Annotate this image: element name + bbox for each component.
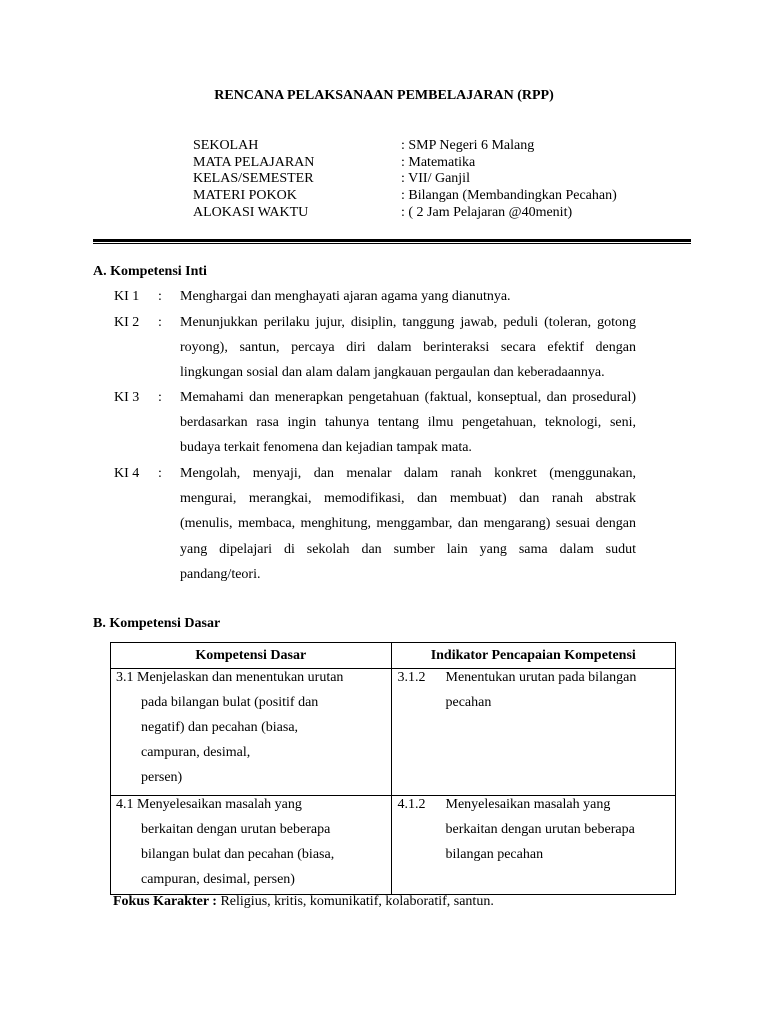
table-cell: [391, 796, 676, 895]
cell-text: berkaitan dengan urutan beberapa: [141, 822, 331, 837]
cell-text: pecahan: [445, 695, 492, 710]
ki-colon: :: [158, 289, 162, 304]
fokus-karakter-value: Religius, kritis, komunikatif, kolaboratif, santun.: [216, 894, 494, 909]
cell-text: negatif) dan pecahan (biasa,: [141, 720, 299, 735]
ki-line: budaya terkait fenomena dan kejadian tampak mata.: [180, 440, 472, 455]
cell-text: bilangan bulat dan pecahan (biasa,: [141, 847, 335, 862]
ki-colon: :: [158, 466, 162, 481]
ki-colon: :: [158, 315, 162, 330]
ki-code: KI 2: [114, 315, 140, 330]
kompetensi-dasar-table: [110, 642, 676, 895]
cell-text: campuran, desimal,: [141, 745, 251, 760]
meta-value-kelas-semester: : VII/ Ganjil: [401, 171, 470, 186]
cell-text: Menyelesaikan masalah yang: [445, 797, 611, 812]
document-title: RENCANA PELAKSANAAN PEMBELAJARAN (RPP): [214, 88, 554, 103]
meta-value-materi-pokok: : Bilangan (Membandingkan Pecahan): [401, 188, 617, 203]
section-b-heading: B. Kompetensi Dasar: [93, 616, 221, 631]
cell-text: bilangan pecahan: [445, 847, 544, 862]
ki-line: berdasarkan rasa ingin tahunya tentang ilmu pengetahuan, teknologi, seni,: [180, 415, 636, 430]
ki-line: mengurai, merangkai, memodifikasi, dan membuat) dan ranah abstrak: [180, 491, 636, 506]
ki-code: KI 4: [114, 466, 140, 481]
cell-text: campuran, desimal, persen): [141, 872, 295, 887]
ki-line: Menunjukkan perilaku jujur, disiplin, tanggung jawab, peduli (toleran, gotong: [180, 315, 636, 330]
ki-colon: :: [158, 390, 162, 405]
ki-line: yang dipelajari di sekolah dan sumber lain yang sama dalam sudut: [180, 542, 636, 557]
meta-label-mata-pelajaran: MATA PELAJARAN: [193, 155, 315, 170]
header-divider: [93, 239, 691, 242]
meta-label-kelas-semester: KELAS/SEMESTER: [193, 171, 314, 186]
cell-text: 3.1 Menjelaskan dan menentukan urutan: [116, 670, 344, 685]
ki-line: Memahami dan menerapkan pengetahuan (faktual, konseptual, dan prosedural): [180, 390, 636, 405]
meta-value-sekolah: : SMP Negeri 6 Malang: [401, 138, 535, 153]
ki-line: lingkungan sosial dan alam dalam jangkauan pergaulan dan keberadaannya.: [180, 365, 605, 380]
cell-code: 3.1.2: [397, 670, 426, 685]
meta-label-sekolah: SEKOLAH: [193, 138, 259, 153]
cell-text: Menentukan urutan pada bilangan: [445, 670, 637, 685]
table-cell: [111, 796, 392, 895]
table-cell: [111, 669, 392, 796]
ki-line: pandang/teori.: [180, 567, 261, 582]
section-a-heading: A. Kompetensi Inti: [93, 264, 207, 279]
table-row: [111, 669, 676, 796]
ki-code: KI 3: [114, 390, 140, 405]
cell-text: persen): [141, 770, 183, 785]
ki-line: Menghargai dan menghayati ajaran agama yang dianutnya.: [180, 289, 511, 304]
ki-line: (menulis, membaca, menghitung, menggambar, dan mengarang) sesuai dengan: [180, 516, 636, 531]
fokus-karakter-label: Fokus Karakter :: [113, 894, 217, 909]
ki-line: royong), santun, percaya diri dalam berinteraksi secara efektif dengan: [180, 340, 636, 355]
cell-text: 4.1 Menyelesaikan masalah yang: [116, 797, 302, 812]
meta-value-alokasi-waktu: : ( 2 Jam Pelajaran @40menit): [401, 205, 573, 220]
table-row: [111, 796, 676, 895]
meta-label-materi-pokok: MATERI POKOK: [193, 188, 297, 203]
fokus-karakter: [113, 894, 494, 910]
table-header-row: [111, 643, 676, 669]
table-cell: [391, 669, 676, 796]
meta-label-alokasi-waktu: ALOKASI WAKTU: [193, 205, 309, 220]
ki-code: KI 1: [114, 289, 140, 304]
header-divider-thin: [93, 243, 691, 244]
table-header-cell: Indikator Pencapaian Kompetensi: [391, 643, 676, 669]
cell-code: 4.1.2: [397, 797, 426, 812]
cell-text: berkaitan dengan urutan beberapa: [445, 822, 635, 837]
cell-text: pada bilangan bulat (positif dan: [141, 695, 319, 710]
ki-line: Mengolah, menyaji, dan menalar dalam ranah konkret (menggunakan,: [180, 466, 636, 481]
meta-value-mata-pelajaran: : Matematika: [401, 155, 476, 170]
table-header-cell: Kompetensi Dasar: [111, 643, 392, 669]
